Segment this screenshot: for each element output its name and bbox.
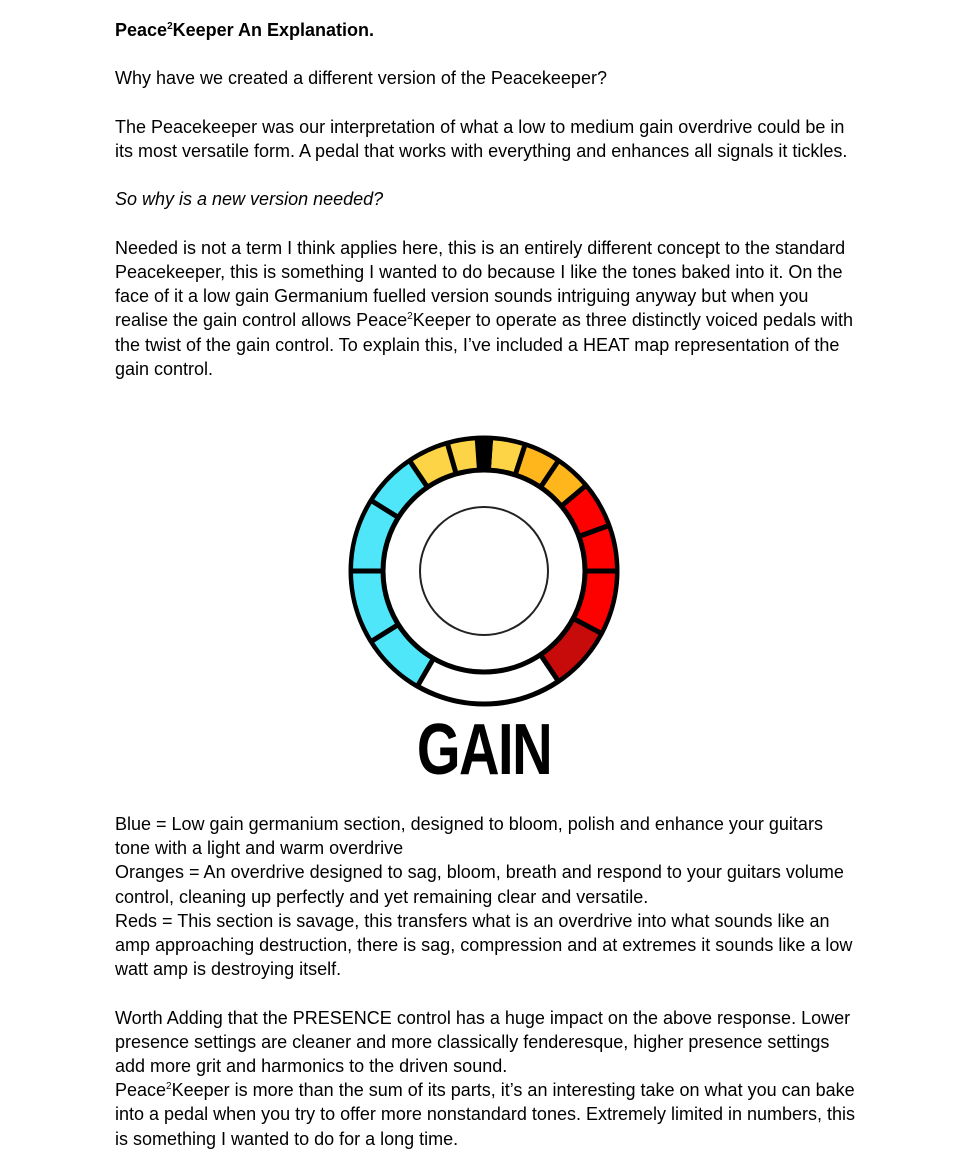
legend-blue: Blue = Low gain germanium section, designed to bloom, polish and enhance your guitars tone with a light and warm overdrive: [115, 814, 823, 859]
knob-center: [420, 507, 548, 635]
gain-knob-heat-map: [344, 432, 624, 712]
document-title: Peace$^2$Keeper An Explanation.: [115, 20, 374, 40]
gain-heat-map-figure: [344, 432, 624, 792]
paragraph-concept: Needed is not a term I think applies here, this is an entirely different concept to the standard Peacekeeper, this is something I wanted to do because I like the tones baked into it. On the face of it a low gain Germanium fuelled version sounds intriguing anyway but when you realise the gain control allows Peace$^2$Keeper to operate as three distinctly voiced pedals with the twist of the gain control. To explain this, I’ve included a HEAT map representation of the gain control.: [115, 237, 853, 379]
legend-section: [115, 812, 860, 1151]
document-body: [115, 18, 860, 405]
gain-label: GAIN: [416, 710, 552, 790]
paragraph-interpretation: The Peacekeeper was our interpretation of what a low to medium gain overdrive could be in its most versatile form. A pedal that works with everything and enhances all signals it tickles.: [115, 116, 848, 161]
question-why-version: Why have we created a different version of the Peacekeeper?: [115, 68, 607, 89]
presence-note: Worth Adding that the PRESENCE control has a huge impact on the above response. Lower presence settings are cleaner and more classically fenderesque, higher presence settings add more grit and harmonics to the driven sound.: [115, 1007, 851, 1077]
legend-oranges: Oranges = An overdrive designed to sag, bloom, breath and respond to your guitars volume control, cleaning up perfectly and yet remaining clear and versatile.: [115, 862, 844, 907]
legend-reds: Reds = This section is savage, this transfers what is an overdrive into what sounds like an amp approaching destruction, there is sag, compression and at extremes it sounds like a low watt amp is destroying itself.: [115, 910, 853, 980]
question-why-needed: So why is a new version needed?: [115, 189, 384, 210]
top-marker: [475, 440, 493, 470]
closing-paragraph: Peace$^2$Keeper is more than the sum of its parts, it’s an interesting take on what you can bake into a pedal when you try to offer more nonstandard tones. Extremely limited in numbers, this is something I wanted to do for a long time.: [115, 1080, 856, 1149]
